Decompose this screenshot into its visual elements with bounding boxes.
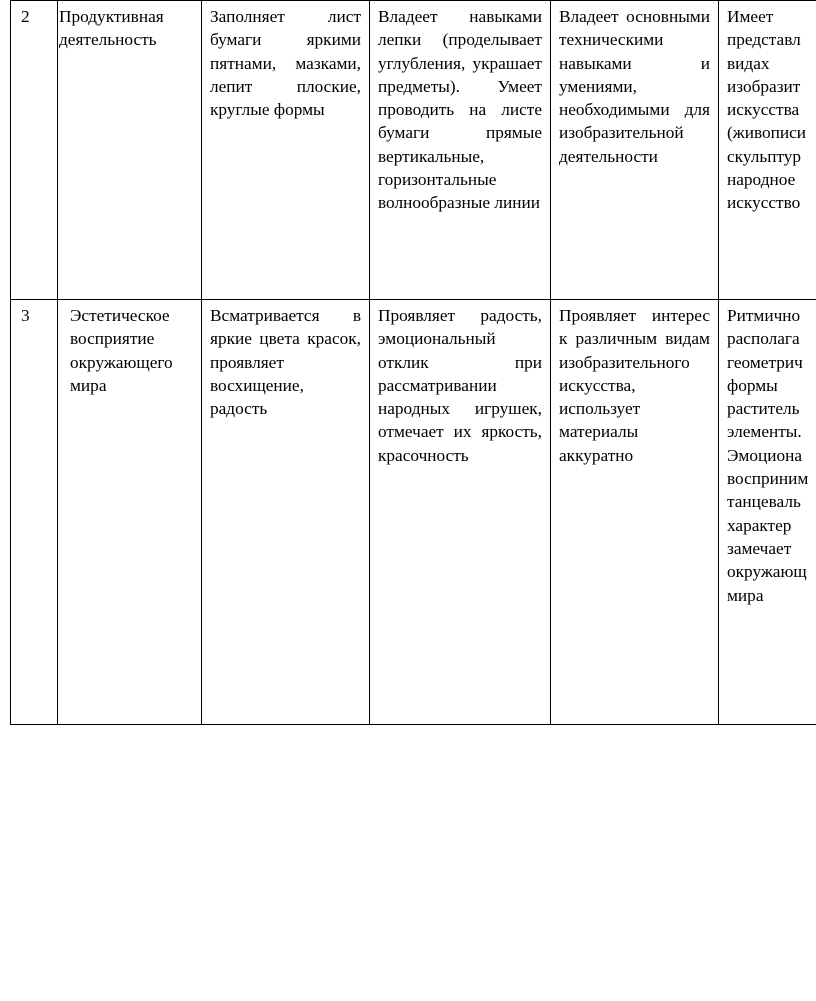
table-row — [11, 1, 816, 300]
level-4-line: видах — [727, 53, 770, 73]
level-2-cell — [370, 300, 551, 725]
level-4-cell — [719, 1, 816, 300]
level-4-line: танцеваль — [727, 492, 801, 512]
level-4-line: элементы. — [727, 422, 802, 442]
table-row — [11, 300, 816, 725]
row-number-cell — [11, 300, 58, 725]
level-3-cell — [551, 1, 719, 300]
level-4-line: искусство — [727, 193, 801, 213]
level-4-line: Эмоциона — [727, 445, 803, 465]
level-4-cell — [719, 300, 816, 725]
level-4-line: геометрич — [727, 352, 803, 372]
level-3-text: Владеет основными техническими навыками и умениями, необходимыми для изобразительной деятельности — [559, 7, 710, 166]
level-4-line: характер — [727, 515, 792, 535]
level-4-line: формы — [727, 375, 778, 395]
level-1-text: Всматривается в яркие цвета красок, проявляет восхищение, радость — [210, 306, 361, 419]
row-number: 3 — [21, 306, 30, 325]
level-4-line: замечает — [727, 538, 792, 558]
level-2-text: Проявляет радость, эмоциональный отклик при рассматривании народных игрушек, отмечает их яркость, красочность — [378, 306, 542, 465]
criteria-table — [10, 0, 816, 725]
level-1-cell — [202, 300, 370, 725]
level-1-cell — [202, 1, 370, 300]
level-4-line: мира — [727, 585, 764, 605]
level-3-cell — [551, 300, 719, 725]
activity-area-cell — [58, 300, 202, 725]
level-4-line: искусства — [727, 100, 800, 120]
level-4-line: представл — [727, 30, 801, 50]
level-4-line: располага — [727, 329, 800, 349]
level-4-line: восприним — [727, 469, 809, 489]
activity-area-cell — [58, 1, 202, 300]
level-4-line: Имеет — [727, 7, 774, 26]
level-4-line: (живописи — [727, 123, 807, 143]
row-number: 2 — [21, 7, 30, 26]
level-4-line: народное — [727, 170, 796, 190]
activity-area-text: Эстетическое восприятие окружающего мира — [70, 306, 173, 395]
level-4-line: Ритмично — [727, 306, 801, 325]
activity-area-text: Продуктивная деятельность — [59, 7, 164, 50]
level-3-text: Проявляет интерес к различным видам изобразительного искусства, использует материалы аккуратно — [559, 306, 710, 465]
level-2-cell — [370, 1, 551, 300]
level-4-line: изобразит — [727, 76, 801, 96]
level-4-line: раститель — [727, 399, 800, 419]
row-number-cell — [11, 1, 58, 300]
level-1-text: Заполняет лист бумаги яркими пятнами, мазками, лепит плоские, круглые формы — [210, 7, 361, 120]
level-2-text: Владеет навыками лепки (проделывает углубления, украшает предметы). Умеет проводить на листе бумаги прямые вертикальные, горизонтальные волнообразные линии — [378, 7, 542, 213]
level-4-line: скульптур — [727, 146, 802, 166]
level-4-line: окружающ — [727, 562, 807, 582]
